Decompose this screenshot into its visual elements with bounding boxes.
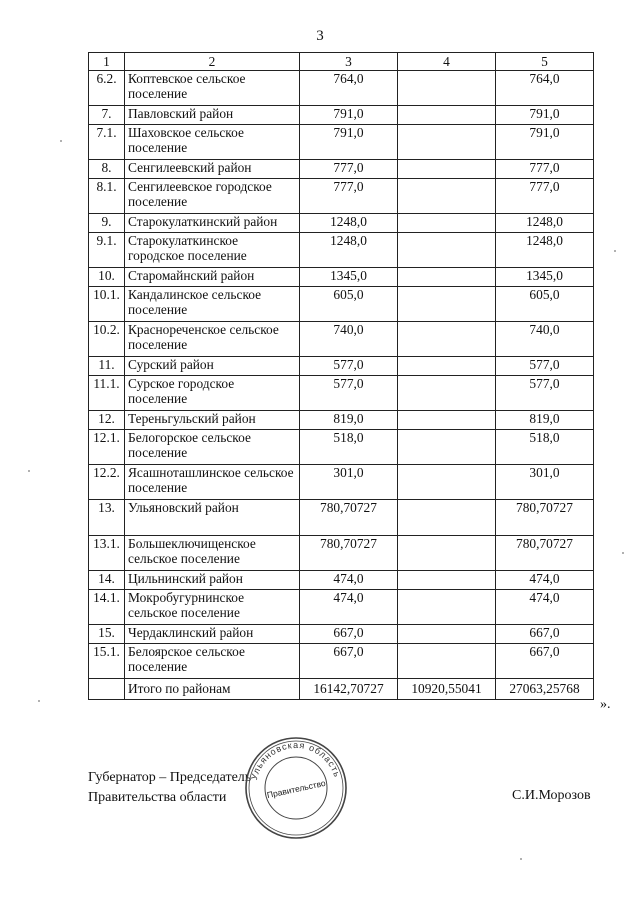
row-value-col3: 764,0	[300, 71, 398, 106]
row-value-col3: 777,0	[300, 160, 398, 179]
official-seal-icon	[244, 736, 348, 840]
scan-speck	[622, 552, 624, 554]
row-value-col5: 518,0	[496, 430, 594, 465]
row-value-col5: 819,0	[496, 411, 594, 430]
row-number: 12.	[89, 411, 125, 430]
row-value-col3: 791,0	[300, 106, 398, 125]
budget-table	[88, 52, 594, 700]
row-name: Сенгилеевский район	[125, 160, 300, 179]
table-row	[89, 233, 594, 268]
signature-title-line: Губернатор – Председатель	[88, 770, 252, 785]
row-number: 14.	[89, 571, 125, 590]
scan-speck	[28, 470, 30, 472]
row-number: 10.1.	[89, 287, 125, 322]
row-number: 15.1.	[89, 644, 125, 679]
table-row	[89, 106, 594, 125]
scan-speck	[614, 250, 616, 252]
row-value-col5: 777,0	[496, 160, 594, 179]
row-name: Цильнинский район	[125, 571, 300, 590]
row-name: Коптевское сельское поселение	[125, 71, 300, 106]
table-row	[89, 536, 594, 571]
row-value-col5: 577,0	[496, 357, 594, 376]
row-value-col4	[398, 500, 496, 536]
row-name: Сурский район	[125, 357, 300, 376]
row-name: Большеключищенское сельское поселение	[125, 536, 300, 571]
row-number: 8.	[89, 160, 125, 179]
row-value-col4	[398, 214, 496, 233]
row-value-col5: 1248,0	[496, 233, 594, 268]
row-value-col5: 1248,0	[496, 214, 594, 233]
row-name: Белоярское сельское поселение	[125, 644, 300, 679]
total-number	[89, 679, 125, 700]
row-value-col5: 791,0	[496, 125, 594, 160]
row-value-col5: 780,70727	[496, 500, 594, 536]
row-value-col3: 791,0	[300, 125, 398, 160]
row-value-col5: 605,0	[496, 287, 594, 322]
row-value-col5: 667,0	[496, 644, 594, 679]
scan-speck	[60, 140, 62, 142]
row-value-col4	[398, 268, 496, 287]
header-cell: 4	[398, 53, 496, 71]
row-value-col5: 764,0	[496, 71, 594, 106]
row-value-col3: 474,0	[300, 590, 398, 625]
table-row	[89, 160, 594, 179]
row-number: 13.	[89, 500, 125, 536]
closing-quote: ».	[600, 697, 611, 712]
row-name: Краснореченское сельское поселение	[125, 322, 300, 357]
row-name: Кандалинское сельское поселение	[125, 287, 300, 322]
table-row	[89, 376, 594, 411]
row-value-col5: 740,0	[496, 322, 594, 357]
row-value-col3: 577,0	[300, 357, 398, 376]
row-name: Ульяновский район	[125, 500, 300, 536]
row-number: 10.	[89, 268, 125, 287]
row-value-col5: 791,0	[496, 106, 594, 125]
row-value-col5: 474,0	[496, 571, 594, 590]
row-value-col5: 777,0	[496, 179, 594, 214]
row-value-col3: 1248,0	[300, 214, 398, 233]
row-value-col3: 474,0	[300, 571, 398, 590]
row-name: Мокробугурнинское сельское поселение	[125, 590, 300, 625]
table-header-row	[89, 53, 594, 71]
row-number: 12.1.	[89, 430, 125, 465]
total-label: Итого по районам	[125, 679, 300, 700]
table-row	[89, 465, 594, 500]
seal-ring-text: Ульяновская область	[248, 739, 343, 782]
row-value-col5: 667,0	[496, 625, 594, 644]
row-value-col4	[398, 590, 496, 625]
row-value-col4	[398, 536, 496, 571]
row-value-col3: 819,0	[300, 411, 398, 430]
table-row	[89, 625, 594, 644]
signature-title	[88, 768, 251, 808]
row-value-col5: 474,0	[496, 590, 594, 625]
row-value-col3: 780,70727	[300, 536, 398, 571]
table-row	[89, 590, 594, 625]
row-value-col3: 777,0	[300, 179, 398, 214]
row-number: 13.1.	[89, 536, 125, 571]
row-name: Старокулаткинское городское поселение	[125, 233, 300, 268]
row-number: 8.1.	[89, 179, 125, 214]
row-number: 11.1.	[89, 376, 125, 411]
row-value-col3: 518,0	[300, 430, 398, 465]
row-value-col4	[398, 106, 496, 125]
page-number: 3	[316, 28, 324, 44]
row-value-col4	[398, 125, 496, 160]
row-value-col5: 301,0	[496, 465, 594, 500]
row-value-col3: 780,70727	[300, 500, 398, 536]
table-row	[89, 357, 594, 376]
row-value-col5: 780,70727	[496, 536, 594, 571]
row-value-col4	[398, 571, 496, 590]
row-name: Сенгилеевское городское поселение	[125, 179, 300, 214]
row-value-col4	[398, 411, 496, 430]
row-value-col4	[398, 179, 496, 214]
scan-speck	[520, 858, 522, 860]
table-row	[89, 214, 594, 233]
table-row	[89, 430, 594, 465]
header-cell: 1	[89, 53, 125, 71]
table-row	[89, 125, 594, 160]
row-value-col3: 740,0	[300, 322, 398, 357]
row-number: 9.1.	[89, 233, 125, 268]
table-body	[89, 53, 594, 700]
row-number: 15.	[89, 625, 125, 644]
row-value-col4	[398, 625, 496, 644]
row-value-col4	[398, 357, 496, 376]
total-col4: 10920,55041	[398, 679, 496, 700]
header-cell: 3	[300, 53, 398, 71]
scan-speck	[38, 700, 40, 702]
svg-text:Ульяновская область	[249, 740, 343, 781]
table-row	[89, 268, 594, 287]
row-value-col4	[398, 465, 496, 500]
row-number: 7.	[89, 106, 125, 125]
row-number: 14.1.	[89, 590, 125, 625]
row-value-col4	[398, 71, 496, 106]
table-total-row	[89, 679, 594, 700]
table-row	[89, 179, 594, 214]
table-row	[89, 411, 594, 430]
table-row	[89, 71, 594, 106]
row-name: Старомайнский район	[125, 268, 300, 287]
table-row	[89, 287, 594, 322]
row-value-col4	[398, 644, 496, 679]
row-name: Старокулаткинский район	[125, 214, 300, 233]
row-number: 11.	[89, 357, 125, 376]
row-number: 12.2.	[89, 465, 125, 500]
row-number: 10.2.	[89, 322, 125, 357]
row-name: Белогорское сельское поселение	[125, 430, 300, 465]
row-value-col4	[398, 233, 496, 268]
signature-title-line: Правительства области	[88, 790, 227, 805]
seal-center-text: Правительство	[265, 777, 327, 801]
table-row	[89, 322, 594, 357]
row-value-col4	[398, 322, 496, 357]
table-row	[89, 500, 594, 536]
row-name: Тереньгульский район	[125, 411, 300, 430]
row-value-col3: 577,0	[300, 376, 398, 411]
row-name: Павловский район	[125, 106, 300, 125]
total-col5: 27063,25768	[496, 679, 594, 700]
total-col3: 16142,70727	[300, 679, 398, 700]
row-value-col5: 1345,0	[496, 268, 594, 287]
header-cell: 5	[496, 53, 594, 71]
row-value-col3: 605,0	[300, 287, 398, 322]
row-number: 6.2.	[89, 71, 125, 106]
signer-name: С.И.Морозов	[512, 788, 591, 803]
row-value-col4	[398, 160, 496, 179]
row-value-col3: 301,0	[300, 465, 398, 500]
row-value-col4	[398, 376, 496, 411]
row-value-col4	[398, 430, 496, 465]
row-value-col3: 667,0	[300, 625, 398, 644]
row-value-col3: 1248,0	[300, 233, 398, 268]
row-name: Шаховское сельское поселение	[125, 125, 300, 160]
row-name: Сурское городское поселение	[125, 376, 300, 411]
row-name: Ясашноташлинское сельское поселение	[125, 465, 300, 500]
row-number: 7.1.	[89, 125, 125, 160]
row-value-col4	[398, 287, 496, 322]
header-cell: 2	[125, 53, 300, 71]
row-number: 9.	[89, 214, 125, 233]
table-row	[89, 644, 594, 679]
row-value-col3: 1345,0	[300, 268, 398, 287]
table-row	[89, 571, 594, 590]
row-name: Чердаклинский район	[125, 625, 300, 644]
row-value-col5: 577,0	[496, 376, 594, 411]
row-value-col3: 667,0	[300, 644, 398, 679]
